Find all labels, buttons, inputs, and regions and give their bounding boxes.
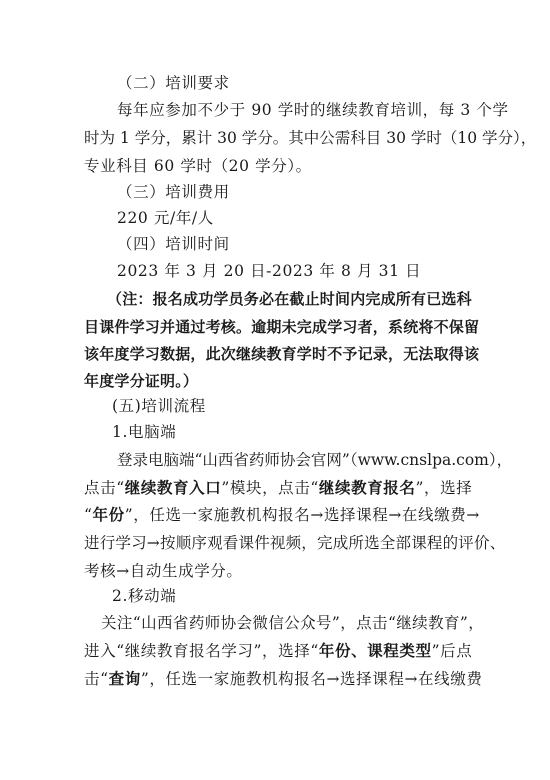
paragraph-line [84,503,480,527]
paragraph-line: 考核→自动生成学分。 [84,562,243,580]
text-span: ”后点 [431,642,473,660]
training-date-range: 2023 年 3 月 20 日-2023 年 8 月 31 日 [117,262,422,280]
text-span: “ [84,506,93,524]
text-span: ”，选择 [415,479,473,497]
bold-text-span: 继续教育入口 [124,479,222,497]
section-heading-training-time: （四）培训时间 [117,235,230,253]
bold-text-span: 年份、课程类型 [318,642,432,660]
section-heading-training-requirements: （二）培训要求 [117,74,230,92]
section-heading-training-process: (五)培训流程 [112,397,206,415]
paragraph-line: 每年应参加不少于 90 学时的继续教育培训，每 3 个学 [117,101,509,119]
bold-text-span: 继续教育报名 [318,479,416,497]
subsection-heading-mobile: 2.移动端 [112,587,177,605]
paragraph-line: 进行学习→按顺序观看课件视频，完成所选全部课程的评价、 [84,534,506,552]
paragraph-line: 专业科目 60 学时（20 学分）。 [84,157,312,175]
paragraph-line [84,667,482,691]
text-span: 击“ [84,670,109,688]
text-span: ”模块，点击“ [221,479,319,497]
paragraph-line: 登录电脑端“山西省药师协会官网”（www.cnslpa.com）， [117,451,513,469]
text-span: ”，任选一家施教机构报名→选择课程→在线缴费 [140,670,483,688]
subsection-heading-pc: 1.电脑端 [112,423,177,441]
section-heading-training-fee: （三）培训费用 [117,183,230,201]
training-fee-value: 220 元/年/人 [117,209,214,227]
bold-text-span: 查询 [108,670,141,688]
text-span: 进入“继续教育报名学习”，选择“ [84,642,319,660]
paragraph-line [84,639,472,663]
paragraph-line [84,476,472,500]
note-line: 目课件学习并通过考核。逾期未完成学习者，系统将不保留 [84,318,480,336]
paragraph-line: 关注“山西省药师协会微信公众号”，点击“继续教育”， [101,614,485,632]
text-span: ”，任选一家施教机构报名→选择课程→在线缴费→ [124,506,480,524]
paragraph-line: 时为 1 学分，累计 30 学分。其中公需科目 30 学时（10 学分）， [84,129,537,147]
text-span: 点击“ [84,479,125,497]
note-line: （注：报名成功学员务必在截止时间内完成所有已选科 [107,290,472,308]
note-line: 该年度学习数据，此次继续教育学时不予记录，无法取得该 [84,345,480,363]
note-line: 年度学分证明。） [84,372,199,390]
bold-text-span: 年份 [92,506,125,524]
